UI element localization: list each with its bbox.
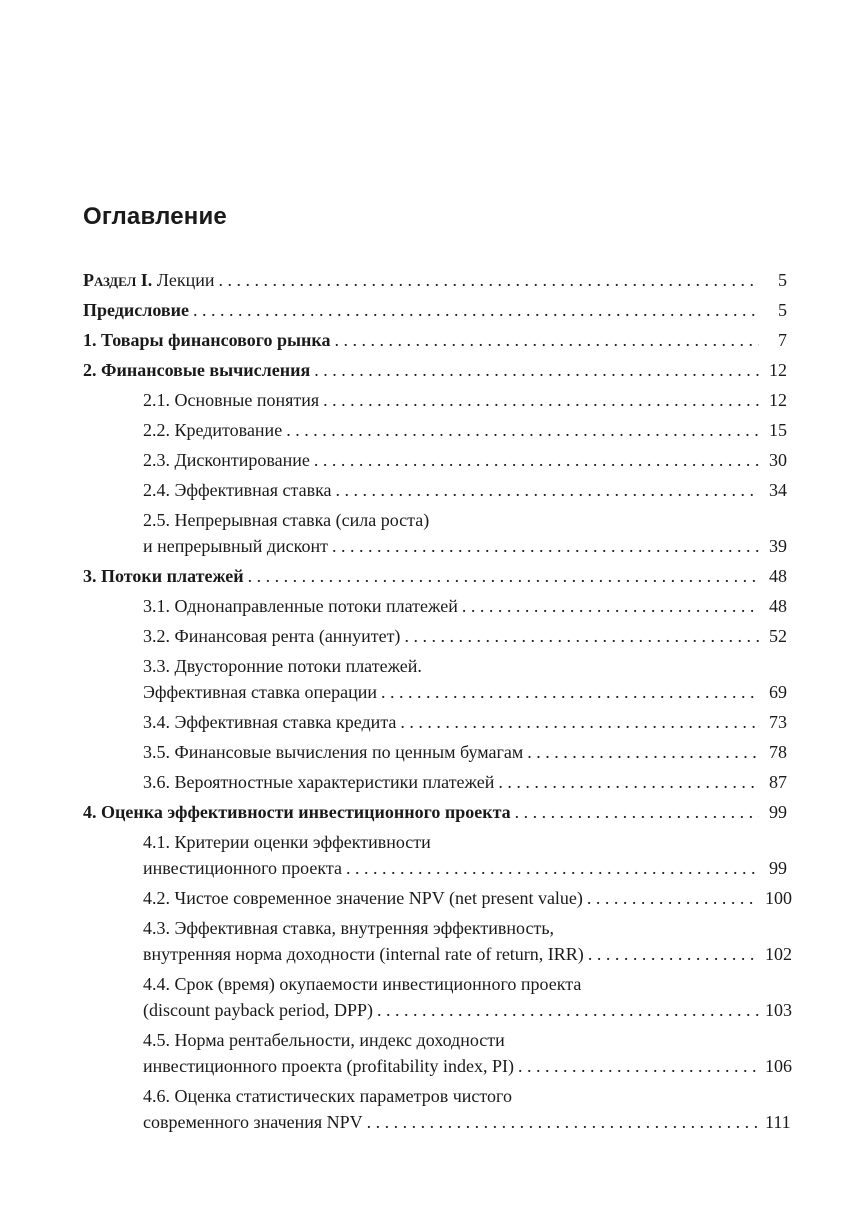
entry-label-line1: 3.3. Двусторонние потоки платежей. — [143, 656, 422, 676]
entry-label: 3.1. Однонаправленные потоки платежей — [143, 596, 458, 616]
page-number: 73 — [769, 712, 787, 732]
entry-label: внутренняя норма доходности (internal rate of return, IRR) — [143, 944, 584, 964]
page-number: 48 — [769, 596, 787, 616]
toc-entry-chapter-3[interactable] — [83, 567, 787, 586]
toc-entry-4-4[interactable] — [143, 974, 792, 1020]
entry-label: 1. Товары финансового рынка — [83, 330, 331, 350]
leader-dots — [527, 743, 759, 762]
toc-entry-3-1[interactable] — [143, 597, 787, 616]
page-number: 111 — [765, 1112, 791, 1132]
page-number: 69 — [769, 682, 787, 702]
leader-dots — [323, 391, 759, 410]
entry-label: Лекции — [152, 270, 215, 290]
toc-entry-section-1[interactable] — [83, 271, 787, 290]
page-number: 106 — [765, 1056, 792, 1076]
leader-dots — [218, 271, 759, 290]
page-number: 99 — [769, 802, 787, 822]
entry-label: 2.4. Эффективная ставка — [143, 480, 332, 500]
leader-dots — [400, 713, 759, 732]
entry-label: 3. Потоки платежей — [83, 566, 244, 586]
entry-label: Предисловие — [83, 300, 189, 320]
toc-entry-2-3[interactable] — [143, 451, 787, 470]
entry-label-line1: 2.5. Непрерывная ставка (сила роста) — [143, 510, 430, 530]
entry-label: 3.4. Эффективная ставка кредита — [143, 712, 397, 732]
leader-dots — [498, 773, 759, 792]
leader-dots — [332, 537, 759, 556]
entry-label: 2. Финансовые вычисления — [83, 360, 311, 380]
toc-entry-4-5[interactable] — [143, 1030, 792, 1076]
entry-label: Эффективная ставка операции — [143, 682, 378, 702]
entry-label: 4. Оценка эффективности инвестиционного проекта — [83, 802, 511, 822]
toc-entry-chapter-2[interactable] — [83, 361, 787, 380]
leader-dots — [314, 361, 759, 380]
entry-label-line1: 4.3. Эффективная ставка, внутренняя эффективность, — [143, 918, 555, 938]
entry-label: 2.3. Дисконтирование — [143, 450, 310, 470]
leader-dots — [335, 331, 760, 350]
page-number: 34 — [769, 480, 787, 500]
leader-dots — [462, 597, 759, 616]
page-number: 99 — [769, 858, 787, 878]
leader-dots — [587, 889, 759, 908]
page-number: 12 — [769, 360, 787, 380]
page-number: 100 — [765, 888, 792, 908]
toc-entry-3-4[interactable] — [143, 713, 787, 732]
entry-label-line1: 4.6. Оценка статистических параметров чистого — [143, 1086, 512, 1106]
leader-dots — [518, 1057, 759, 1076]
entry-label-line1: 4.4. Срок (время) окупаемости инвестиционного проекта — [143, 974, 582, 994]
page-number: 15 — [769, 420, 787, 440]
entry-label: 4.2. Чистое современное значение NPV (net present value) — [143, 888, 583, 908]
leader-dots — [248, 567, 759, 586]
entry-label: 3.5. Финансовые вычисления по ценным бумагам — [143, 742, 524, 762]
page-number: 78 — [769, 742, 787, 762]
leader-dots — [314, 451, 759, 470]
entry-label: 3.6. Вероятностные характеристики платежей — [143, 772, 495, 792]
entry-label: инвестиционного проекта (profitability index, PI) — [143, 1056, 514, 1076]
page-number: 87 — [769, 772, 787, 792]
toc-entry-4-6[interactable] — [143, 1086, 791, 1132]
toc-entry-2-1[interactable] — [143, 391, 787, 410]
toc-entry-2-4[interactable] — [143, 481, 787, 500]
page-number: 52 — [769, 626, 787, 646]
toc-entry-3-5[interactable] — [143, 743, 787, 762]
page-number: 5 — [778, 300, 787, 320]
toc-entry-4-3[interactable] — [143, 918, 792, 964]
leader-dots — [336, 481, 759, 500]
page-number: 5 — [778, 270, 787, 290]
toc-entry-3-6[interactable] — [143, 773, 787, 792]
entry-label-line1: 4.5. Норма рентабельности, индекс доходности — [143, 1030, 505, 1050]
toc-entry-4-2[interactable] — [143, 888, 792, 908]
leader-dots — [588, 945, 759, 964]
page-number: 102 — [765, 944, 792, 964]
toc-entry-chapter-4[interactable] — [83, 803, 787, 822]
toc-entry-3-3[interactable] — [143, 657, 787, 702]
page-number: 30 — [769, 450, 787, 470]
table-of-contents — [83, 270, 792, 1143]
page-title: Оглавление — [83, 203, 227, 230]
entry-label: 2.2. Кредитование — [143, 420, 283, 440]
entry-label: 2.1. Основные понятия — [143, 390, 320, 410]
leader-dots — [404, 627, 759, 646]
leader-dots — [346, 859, 759, 878]
entry-label: и непрерывный дисконт — [143, 536, 328, 556]
entry-label: современного значения NPV — [143, 1112, 363, 1132]
toc-entry-2-2[interactable] — [143, 421, 787, 440]
toc-entry-chapter-1[interactable] — [83, 331, 787, 350]
entry-label: 3.2. Финансовая рента (аннуитет) — [143, 626, 401, 646]
page-number: 48 — [769, 566, 787, 586]
leader-dots — [286, 421, 759, 440]
entry-label: инвестиционного проекта — [143, 858, 342, 878]
toc-entry-3-2[interactable] — [143, 627, 787, 646]
leader-dots — [377, 1001, 759, 1020]
leader-dots — [193, 301, 759, 320]
page-number: 103 — [765, 1000, 792, 1020]
toc-entry-4-1[interactable] — [143, 833, 787, 878]
page-number: 7 — [778, 330, 787, 350]
page-number: 12 — [769, 390, 787, 410]
leader-dots — [367, 1113, 759, 1132]
page-number: 39 — [769, 536, 787, 556]
toc-entry-2-5[interactable] — [143, 511, 787, 556]
toc-entry-preface[interactable] — [83, 301, 787, 320]
entry-label-line1: 4.1. Критерии оценки эффективности — [143, 832, 431, 852]
leader-dots — [381, 683, 759, 702]
entry-label: (discount payback period, DPP) — [143, 1000, 373, 1020]
section-prefix: Раздел I. — [83, 270, 153, 290]
leader-dots — [515, 803, 759, 822]
